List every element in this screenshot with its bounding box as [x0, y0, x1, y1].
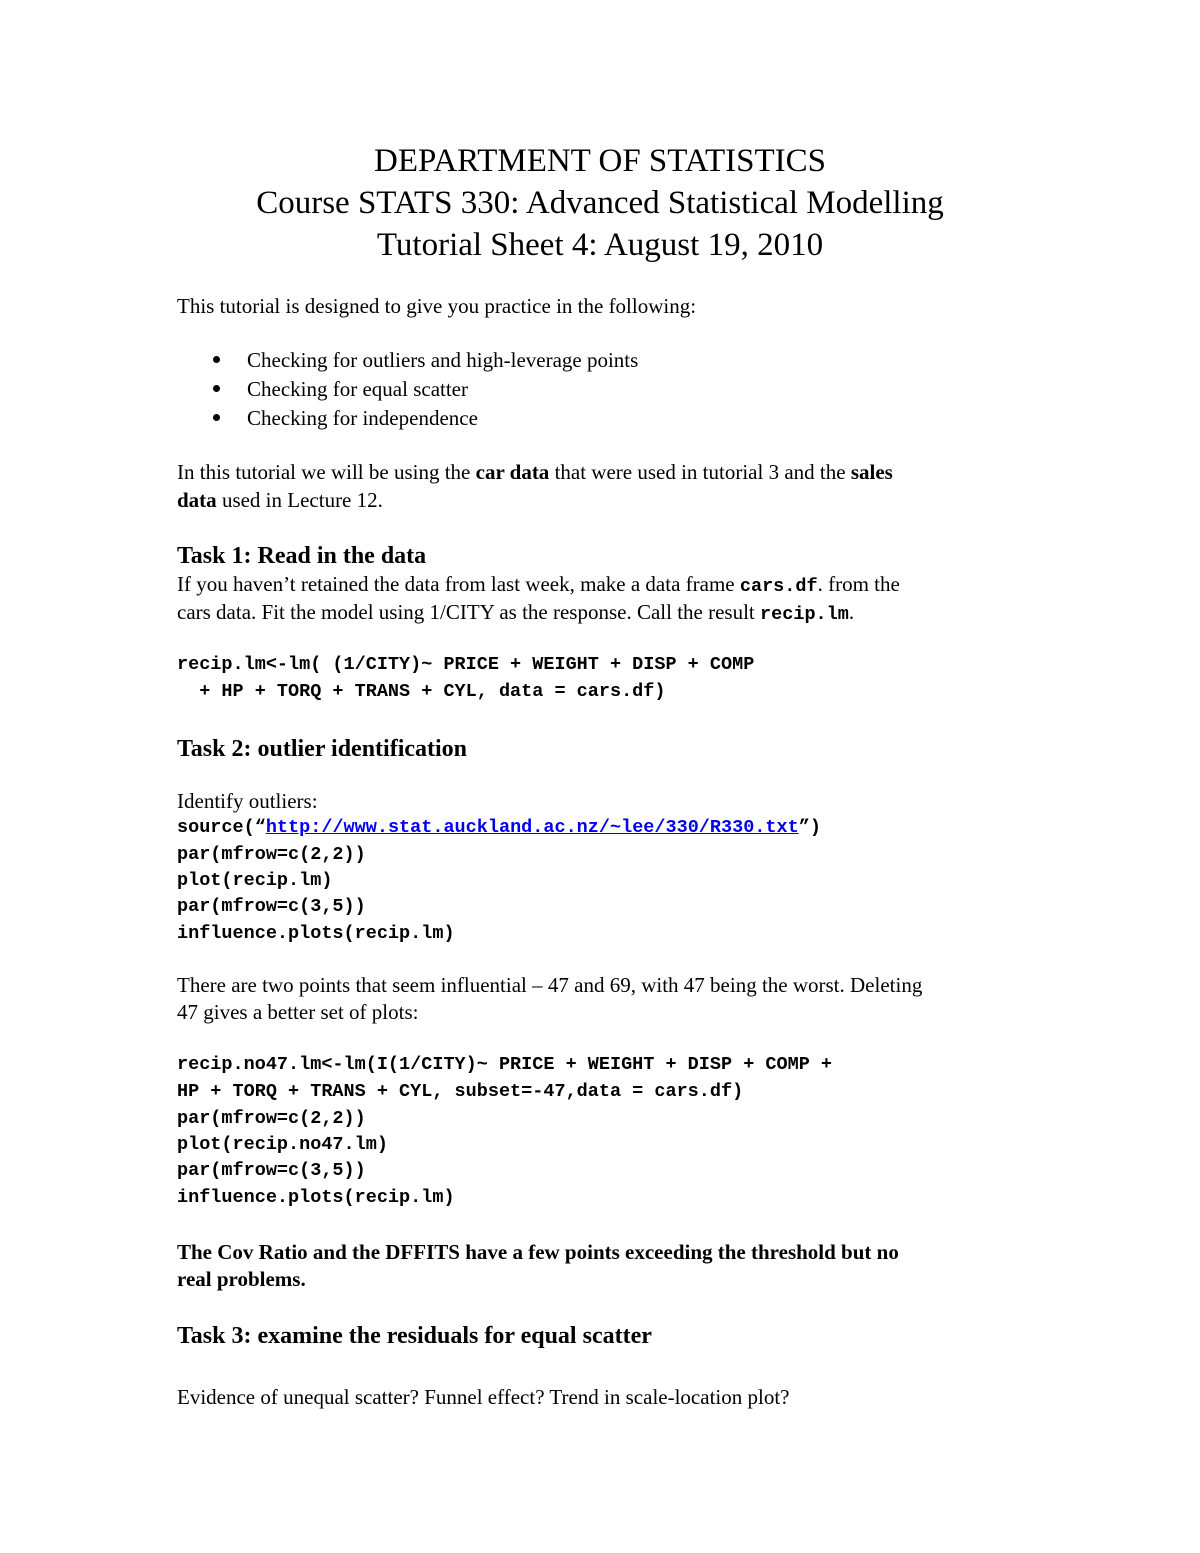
- data-note-line1: In this tutorial we will be using the car data that were used in tutorial 3 and the sales: [177, 460, 893, 484]
- bullet-item: Checking for outliers and high-leverage points: [247, 348, 639, 372]
- task2-code-line: par(mfrow=c(3,5)): [177, 896, 366, 917]
- task2-code-line: recip.no47.lm<-lm(I(1/CITY)~ PRICE + WEIGHT + DISP + COMP +: [177, 1054, 833, 1075]
- task2-code-line: par(mfrow=c(2,2)): [177, 1108, 366, 1129]
- tutorial-title: Tutorial Sheet 4: August 19, 2010: [376, 227, 824, 263]
- task2-code-line: plot(recip.no47.lm): [177, 1134, 388, 1155]
- task2-code-line: plot(recip.lm): [177, 870, 333, 891]
- bullet-icon: [213, 414, 220, 421]
- task2-code-line: par(mfrow=c(2,2)): [177, 844, 366, 865]
- task1-code-line: + HP + TORQ + TRANS + CYL, data = cars.df): [177, 681, 666, 702]
- course-title: Course STATS 330: Advanced Statistical Modelling: [256, 185, 944, 221]
- task2-heading: Task 2: outlier identification: [177, 736, 468, 762]
- task3-text: Evidence of unequal scatter? Funnel effect? Trend in scale-location plot?: [177, 1385, 790, 1409]
- task2-code-line: influence.plots(recip.lm): [177, 1187, 455, 1208]
- r330-link[interactable]: http://www.stat.auckland.ac.nz/~lee/330/R330.txt: [265, 817, 799, 838]
- task2-text-line1: There are two points that seem influential – 47 and 69, with 47 being the worst. Deleting: [177, 973, 923, 997]
- intro-text: This tutorial is designed to give you practice in the following:: [177, 294, 697, 318]
- department-title: DEPARTMENT OF STATISTICS: [374, 143, 826, 179]
- identify-outliers-text: Identify outliers:: [177, 789, 318, 813]
- bullet-item: Checking for equal scatter: [247, 377, 468, 401]
- task1-text-line2: cars data. Fit the model using 1/CITY as the response. Call the result recip.lm.: [177, 600, 855, 625]
- task2-conclusion-line1: The Cov Ratio and the DFFITS have a few points exceeding the threshold but no: [177, 1240, 899, 1264]
- task2-code-line: par(mfrow=c(3,5)): [177, 1160, 366, 1181]
- task2-conclusion-line2: real problems.: [177, 1267, 306, 1291]
- bullet-item: Checking for independence: [247, 406, 478, 430]
- task3-heading: Task 3: examine the residuals for equal scatter: [177, 1323, 652, 1349]
- source-code-line: source(“http://www.stat.auckland.ac.nz/~lee/330/R330.txt”): [177, 817, 821, 838]
- bullet-icon: [213, 356, 220, 363]
- task2-text-line2: 47 gives a better set of plots:: [177, 1000, 419, 1024]
- task2-code-line: HP + TORQ + TRANS + CYL, subset=-47,data = cars.df): [177, 1081, 744, 1102]
- task2-code-line: influence.plots(recip.lm): [177, 923, 455, 944]
- bullet-icon: [213, 385, 220, 392]
- data-note-line2: data used in Lecture 12.: [177, 488, 383, 512]
- task1-code-line: recip.lm<-lm( (1/CITY)~ PRICE + WEIGHT + DISP + COMP: [177, 654, 755, 675]
- task1-text-line1: If you haven’t retained the data from last week, make a data frame cars.df. from the: [177, 572, 900, 597]
- task1-heading: Task 1: Read in the data: [177, 543, 427, 569]
